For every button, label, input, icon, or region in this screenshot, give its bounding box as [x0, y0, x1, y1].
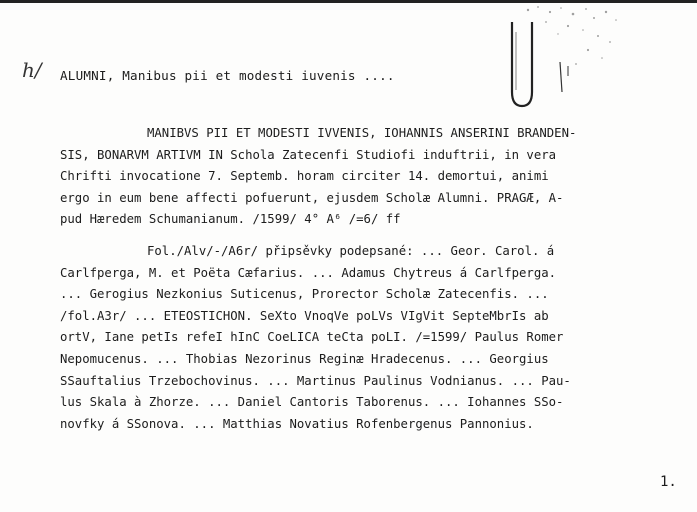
paragraph1-line: SIS, BONARVM ARTIVM IN Schola Zatecenfi Studiofi induftrii, in vera: [60, 147, 557, 162]
library-stamp-image: [498, 2, 638, 110]
page-number: 1.: [660, 474, 677, 490]
paragraph2-line: Nepomucenus. ... Thobias Nezorinus Reginæ Hradecenus. ... Georgius: [60, 351, 549, 366]
paragraph1-line: pud Hæredem Schumanianum. /1599/ 4° A⁶ /=6/ ff: [60, 212, 401, 227]
paragraph1-line: MANIBVS PII ET MODESTI IVVENIS, IOHANNIS ANSERINI BRANDEN-: [147, 126, 577, 140]
card-body: [60, 123, 660, 435]
paragraph2-line: novfky á SSonova. ... Matthias Novatius Rofenbergenus Pannonius.: [60, 416, 534, 431]
paragraph2-line: Fol./Alv/-/A6r/ připsěvky podepsané: ... Geor. Carol. á: [147, 243, 555, 258]
paragraph2-line: Carlfperga, M. et Poëta Cæfarius. ... Adamus Chytreus á Carlfperga.: [60, 265, 557, 280]
paragraph1-line: Chrifti invocatione 7. Septemb. horam circiter 14. demortui, animi: [60, 169, 549, 184]
paragraph1-line: ergo in eum bene affecti pofuerunt, ejusdem Scholæ Alumni. PRAGÆ, A-: [60, 190, 564, 205]
paragraph2-line: SSauftalius Trzebochovinus. ... Martinus Paulinus Vodnianus. ... Pau-: [60, 373, 571, 388]
card-heading: ALUMNI, Manibus pii et modesti iuvenis ....: [60, 68, 395, 83]
paragraph2-line: /fol.A3r/ ... ETEOSTICHON. SeXto VnoqVe poLVs VIgVit SepteMbrIs ab: [60, 308, 549, 323]
paragraph2-line: ... Gerogius Nezkonius Suticenus, Prorector Scholæ Zatecenfis. ...: [60, 287, 549, 302]
handwritten-mark: h/: [22, 58, 42, 82]
paragraph2-line: lus Skala à Zhorze. ... Daniel Cantoris Taborenus. ... Iohannes SSo-: [60, 395, 564, 410]
paragraph2-line: ortV, Iane petIs refeI hInC CoeLICA teCta poLI. /=1599/ Paulus Romer: [60, 330, 564, 345]
